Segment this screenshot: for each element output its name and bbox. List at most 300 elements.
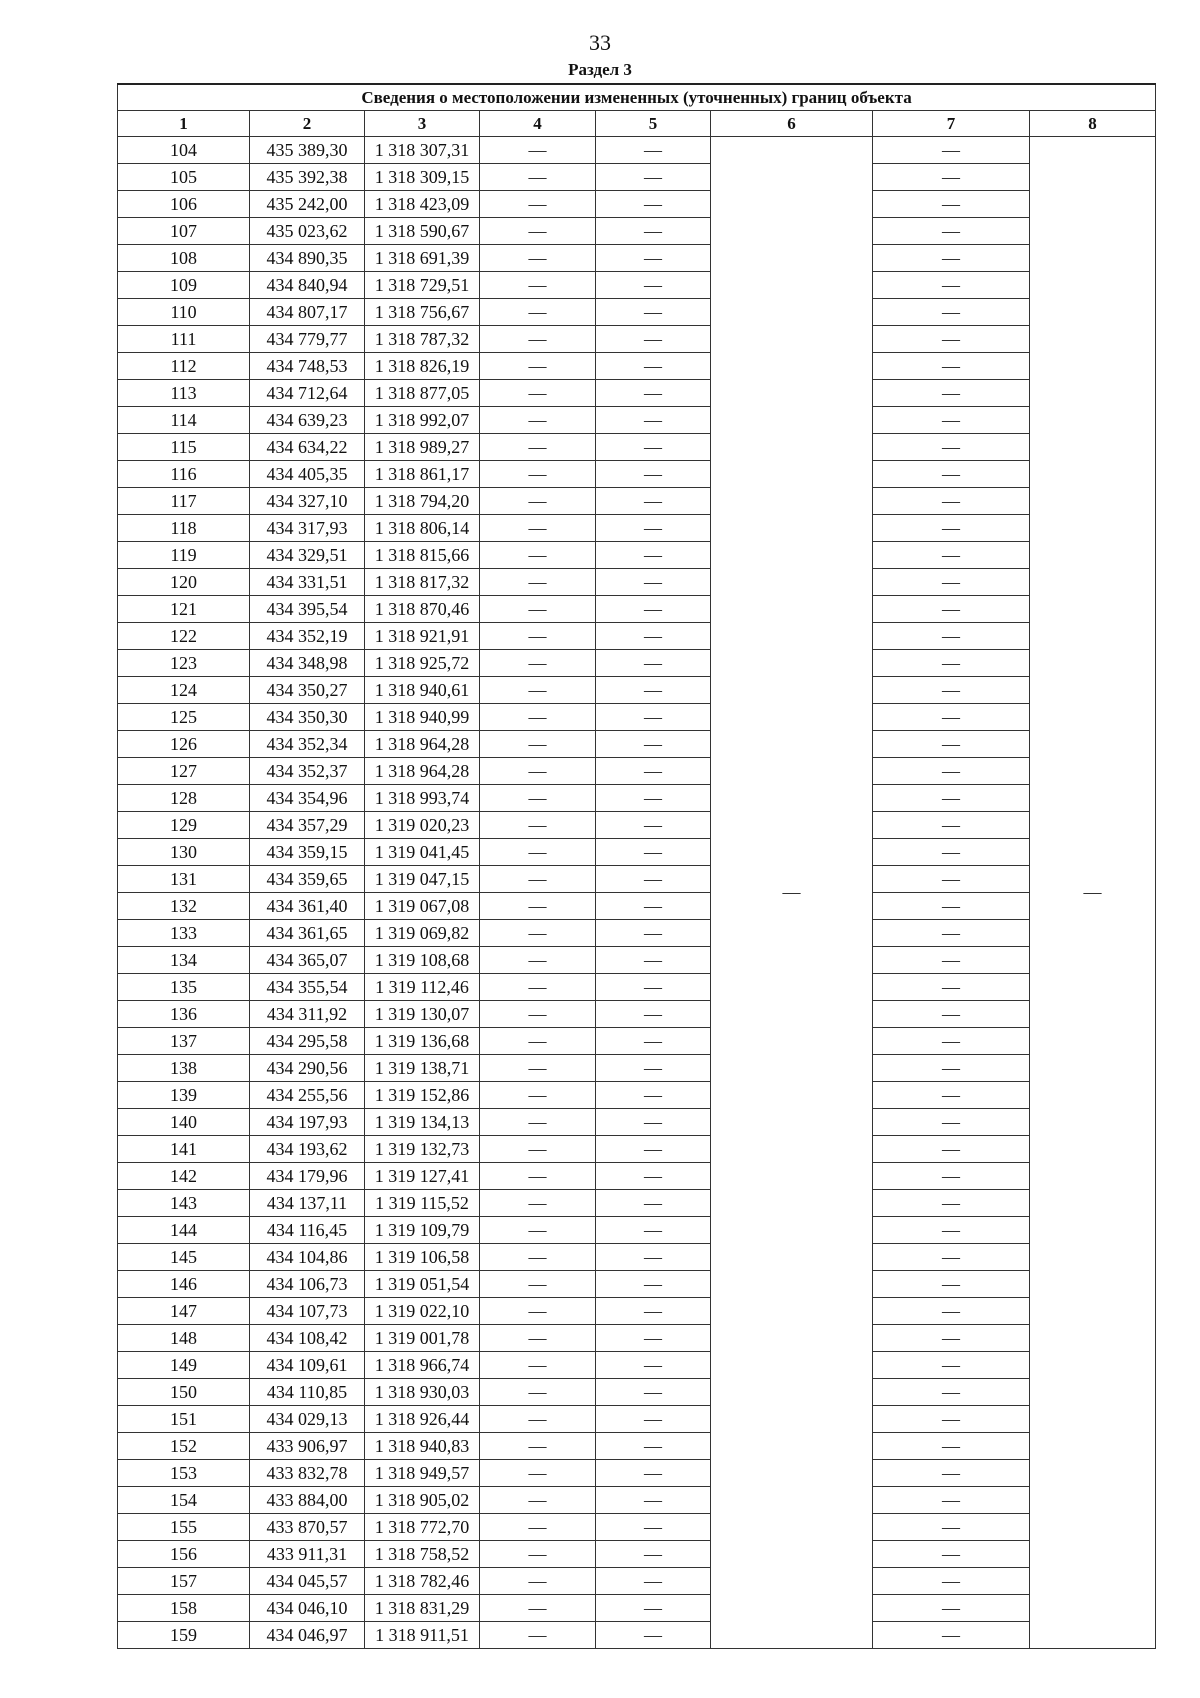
dash-cell: — <box>596 1217 711 1244</box>
dash-cell: — <box>480 1487 596 1514</box>
table-row <box>118 677 1156 704</box>
y-coordinate-cell: 1 319 136,68 <box>365 1028 480 1055</box>
point-number-cell: 134 <box>118 947 250 974</box>
column-number: 8 <box>1030 111 1156 137</box>
y-coordinate-cell: 1 318 309,15 <box>365 164 480 191</box>
point-number-cell: 114 <box>118 407 250 434</box>
dash-cell: — <box>873 1028 1030 1055</box>
dash-cell: — <box>873 920 1030 947</box>
dash-cell: — <box>873 434 1030 461</box>
table-row <box>118 164 1156 191</box>
dash-cell: — <box>873 137 1030 164</box>
y-coordinate-cell: 1 318 989,27 <box>365 434 480 461</box>
dash-cell: — <box>596 623 711 650</box>
dash-cell: — <box>596 1298 711 1325</box>
point-number-cell: 122 <box>118 623 250 650</box>
table-row <box>118 893 1156 920</box>
table-row <box>118 1541 1156 1568</box>
point-number-cell: 133 <box>118 920 250 947</box>
dash-cell: — <box>873 1379 1030 1406</box>
dash-cell: — <box>873 461 1030 488</box>
merged-column-6-cell: — <box>711 137 873 1649</box>
dash-cell: — <box>480 1055 596 1082</box>
dash-cell: — <box>596 1136 711 1163</box>
dash-cell: — <box>596 299 711 326</box>
x-coordinate-cell: 434 179,96 <box>250 1163 365 1190</box>
point-number-cell: 151 <box>118 1406 250 1433</box>
point-number-cell: 143 <box>118 1190 250 1217</box>
dash-cell: — <box>873 326 1030 353</box>
y-coordinate-cell: 1 318 787,32 <box>365 326 480 353</box>
dash-cell: — <box>480 758 596 785</box>
x-coordinate-cell: 434 107,73 <box>250 1298 365 1325</box>
dash-cell: — <box>873 1406 1030 1433</box>
y-coordinate-cell: 1 319 106,58 <box>365 1244 480 1271</box>
dash-cell: — <box>873 866 1030 893</box>
y-coordinate-cell: 1 318 806,14 <box>365 515 480 542</box>
table-row <box>118 596 1156 623</box>
dash-cell: — <box>873 407 1030 434</box>
dash-cell: — <box>596 596 711 623</box>
dash-cell: — <box>873 164 1030 191</box>
dash-cell: — <box>480 1082 596 1109</box>
x-coordinate-cell: 434 352,19 <box>250 623 365 650</box>
y-coordinate-cell: 1 319 115,52 <box>365 1190 480 1217</box>
dash-cell: — <box>480 245 596 272</box>
x-coordinate-cell: 434 329,51 <box>250 542 365 569</box>
dash-cell: — <box>596 866 711 893</box>
dash-cell: — <box>596 407 711 434</box>
dash-cell: — <box>480 596 596 623</box>
x-coordinate-cell: 433 884,00 <box>250 1487 365 1514</box>
table-row <box>118 1514 1156 1541</box>
table-row <box>118 785 1156 812</box>
x-coordinate-cell: 434 779,77 <box>250 326 365 353</box>
dash-cell: — <box>596 272 711 299</box>
table-row <box>118 1082 1156 1109</box>
x-coordinate-cell: 434 639,23 <box>250 407 365 434</box>
dash-cell: — <box>480 353 596 380</box>
y-coordinate-cell: 1 318 905,02 <box>365 1487 480 1514</box>
x-coordinate-cell: 434 104,86 <box>250 1244 365 1271</box>
y-coordinate-cell: 1 319 041,45 <box>365 839 480 866</box>
dash-cell: — <box>873 704 1030 731</box>
dash-cell: — <box>596 245 711 272</box>
table-row <box>118 1244 1156 1271</box>
point-number-cell: 159 <box>118 1622 250 1649</box>
table-row <box>118 461 1156 488</box>
x-coordinate-cell: 434 634,22 <box>250 434 365 461</box>
table-row <box>118 758 1156 785</box>
y-coordinate-cell: 1 318 966,74 <box>365 1352 480 1379</box>
x-coordinate-cell: 434 357,29 <box>250 812 365 839</box>
dash-cell: — <box>596 785 711 812</box>
dash-cell: — <box>480 1217 596 1244</box>
dash-cell: — <box>873 1082 1030 1109</box>
y-coordinate-cell: 1 318 949,57 <box>365 1460 480 1487</box>
dash-cell: — <box>480 893 596 920</box>
dash-cell: — <box>873 1001 1030 1028</box>
x-coordinate-cell: 434 197,93 <box>250 1109 365 1136</box>
point-number-cell: 137 <box>118 1028 250 1055</box>
section-title: Раздел 3 <box>568 60 632 79</box>
table-row <box>118 812 1156 839</box>
y-coordinate-cell: 1 318 831,29 <box>365 1595 480 1622</box>
dash-cell: — <box>873 1487 1030 1514</box>
dash-cell: — <box>596 137 711 164</box>
dash-cell: — <box>873 1514 1030 1541</box>
point-number-cell: 131 <box>118 866 250 893</box>
point-number-cell: 124 <box>118 677 250 704</box>
dash-cell: — <box>480 1406 596 1433</box>
x-coordinate-cell: 434 352,37 <box>250 758 365 785</box>
dash-cell: — <box>596 1028 711 1055</box>
x-coordinate-cell: 434 331,51 <box>250 569 365 596</box>
x-coordinate-cell: 434 359,65 <box>250 866 365 893</box>
dash-cell: — <box>480 461 596 488</box>
table-row <box>118 191 1156 218</box>
dash-cell: — <box>596 488 711 515</box>
x-coordinate-cell: 434 350,27 <box>250 677 365 704</box>
table-caption: Сведения о местоположении измененных (уточненных) границ объекта <box>118 84 1156 111</box>
point-number-cell: 153 <box>118 1460 250 1487</box>
y-coordinate-cell: 1 319 127,41 <box>365 1163 480 1190</box>
y-coordinate-cell: 1 318 307,31 <box>365 137 480 164</box>
y-coordinate-cell: 1 319 069,82 <box>365 920 480 947</box>
point-number-cell: 141 <box>118 1136 250 1163</box>
dash-cell: — <box>873 785 1030 812</box>
dash-cell: — <box>480 866 596 893</box>
y-coordinate-cell: 1 319 134,13 <box>365 1109 480 1136</box>
dash-cell: — <box>873 1271 1030 1298</box>
point-number-cell: 155 <box>118 1514 250 1541</box>
y-coordinate-cell: 1 319 047,15 <box>365 866 480 893</box>
dash-cell: — <box>873 191 1030 218</box>
point-number-cell: 105 <box>118 164 250 191</box>
y-coordinate-cell: 1 318 925,72 <box>365 650 480 677</box>
y-coordinate-cell: 1 318 861,17 <box>365 461 480 488</box>
point-number-cell: 150 <box>118 1379 250 1406</box>
dash-cell: — <box>873 623 1030 650</box>
x-coordinate-cell: 433 870,57 <box>250 1514 365 1541</box>
dash-cell: — <box>873 1541 1030 1568</box>
y-coordinate-cell: 1 318 817,32 <box>365 569 480 596</box>
table-row <box>118 623 1156 650</box>
table-row <box>118 380 1156 407</box>
dash-cell: — <box>596 758 711 785</box>
dash-cell: — <box>596 1487 711 1514</box>
point-number-cell: 127 <box>118 758 250 785</box>
x-coordinate-cell: 435 389,30 <box>250 137 365 164</box>
y-coordinate-cell: 1 318 815,66 <box>365 542 480 569</box>
dash-cell: — <box>480 947 596 974</box>
dash-cell: — <box>873 245 1030 272</box>
table-row <box>118 218 1156 245</box>
point-number-cell: 130 <box>118 839 250 866</box>
x-coordinate-cell: 434 193,62 <box>250 1136 365 1163</box>
table-row <box>118 1190 1156 1217</box>
x-coordinate-cell: 434 354,96 <box>250 785 365 812</box>
dash-cell: — <box>480 1622 596 1649</box>
point-number-cell: 156 <box>118 1541 250 1568</box>
dash-cell: — <box>596 1406 711 1433</box>
table-row <box>118 515 1156 542</box>
point-number-cell: 140 <box>118 1109 250 1136</box>
dash-cell: — <box>480 974 596 1001</box>
x-coordinate-cell: 434 295,58 <box>250 1028 365 1055</box>
dash-cell: — <box>873 1460 1030 1487</box>
dash-cell: — <box>480 1028 596 1055</box>
table-row <box>118 326 1156 353</box>
y-coordinate-cell: 1 319 152,86 <box>365 1082 480 1109</box>
dash-cell: — <box>480 569 596 596</box>
x-coordinate-cell: 434 712,64 <box>250 380 365 407</box>
dash-cell: — <box>480 1136 596 1163</box>
dash-cell: — <box>596 1595 711 1622</box>
dash-cell: — <box>873 353 1030 380</box>
dash-cell: — <box>596 1082 711 1109</box>
point-number-cell: 107 <box>118 218 250 245</box>
dash-cell: — <box>480 1244 596 1271</box>
y-coordinate-cell: 1 318 911,51 <box>365 1622 480 1649</box>
point-number-cell: 121 <box>118 596 250 623</box>
x-coordinate-cell: 434 116,45 <box>250 1217 365 1244</box>
table-row <box>118 1379 1156 1406</box>
dash-cell: — <box>596 542 711 569</box>
table-row <box>118 947 1156 974</box>
table-row <box>118 407 1156 434</box>
table-row <box>118 866 1156 893</box>
dash-cell: — <box>480 164 596 191</box>
point-number-cell: 132 <box>118 893 250 920</box>
point-number-cell: 128 <box>118 785 250 812</box>
dash-cell: — <box>596 974 711 1001</box>
point-number-cell: 149 <box>118 1352 250 1379</box>
table-row <box>118 1136 1156 1163</box>
dash-cell: — <box>480 839 596 866</box>
x-coordinate-cell: 434 350,30 <box>250 704 365 731</box>
y-coordinate-cell: 1 319 051,54 <box>365 1271 480 1298</box>
point-number-cell: 118 <box>118 515 250 542</box>
y-coordinate-cell: 1 319 132,73 <box>365 1136 480 1163</box>
dash-cell: — <box>480 1433 596 1460</box>
dash-cell: — <box>873 650 1030 677</box>
point-number-cell: 147 <box>118 1298 250 1325</box>
dash-cell: — <box>596 434 711 461</box>
dash-cell: — <box>873 218 1030 245</box>
point-number-cell: 138 <box>118 1055 250 1082</box>
dash-cell: — <box>596 191 711 218</box>
point-number-cell: 104 <box>118 137 250 164</box>
dash-cell: — <box>596 1190 711 1217</box>
table-row <box>118 920 1156 947</box>
dash-cell: — <box>596 1622 711 1649</box>
table-row <box>118 488 1156 515</box>
table-row <box>118 1433 1156 1460</box>
dash-cell: — <box>873 1325 1030 1352</box>
table-row <box>118 1271 1156 1298</box>
table-row <box>118 1217 1156 1244</box>
dash-cell: — <box>480 1595 596 1622</box>
dash-cell: — <box>873 569 1030 596</box>
dash-cell: — <box>596 1325 711 1352</box>
x-coordinate-cell: 434 361,65 <box>250 920 365 947</box>
table-row <box>118 1163 1156 1190</box>
dash-cell: — <box>480 488 596 515</box>
table-row <box>118 1298 1156 1325</box>
dash-cell: — <box>596 650 711 677</box>
x-coordinate-cell: 434 352,34 <box>250 731 365 758</box>
x-coordinate-cell: 434 108,42 <box>250 1325 365 1352</box>
y-coordinate-cell: 1 318 729,51 <box>365 272 480 299</box>
dash-cell: — <box>873 1055 1030 1082</box>
table-row <box>118 650 1156 677</box>
dash-cell: — <box>480 1568 596 1595</box>
y-coordinate-cell: 1 318 940,99 <box>365 704 480 731</box>
y-coordinate-cell: 1 318 423,09 <box>365 191 480 218</box>
dash-cell: — <box>873 380 1030 407</box>
dash-cell: — <box>480 1514 596 1541</box>
point-number-cell: 148 <box>118 1325 250 1352</box>
x-coordinate-cell: 434 748,53 <box>250 353 365 380</box>
column-number: 5 <box>596 111 711 137</box>
x-coordinate-cell: 434 106,73 <box>250 1271 365 1298</box>
dash-cell: — <box>873 1136 1030 1163</box>
y-coordinate-cell: 1 319 130,07 <box>365 1001 480 1028</box>
x-coordinate-cell: 434 317,93 <box>250 515 365 542</box>
y-coordinate-cell: 1 318 993,74 <box>365 785 480 812</box>
y-coordinate-cell: 1 318 826,19 <box>365 353 480 380</box>
dash-cell: — <box>873 812 1030 839</box>
y-coordinate-cell: 1 319 109,79 <box>365 1217 480 1244</box>
point-number-cell: 108 <box>118 245 250 272</box>
dash-cell: — <box>480 785 596 812</box>
dash-cell: — <box>873 677 1030 704</box>
table-row <box>118 1622 1156 1649</box>
table-row <box>118 1325 1156 1352</box>
dash-cell: — <box>873 839 1030 866</box>
y-coordinate-cell: 1 318 691,39 <box>365 245 480 272</box>
x-coordinate-cell: 434 045,57 <box>250 1568 365 1595</box>
dash-cell: — <box>596 731 711 758</box>
point-number-cell: 123 <box>118 650 250 677</box>
point-number-cell: 152 <box>118 1433 250 1460</box>
dash-cell: — <box>596 569 711 596</box>
table-row <box>118 1595 1156 1622</box>
column-number: 6 <box>711 111 873 137</box>
x-coordinate-cell: 434 355,54 <box>250 974 365 1001</box>
dash-cell: — <box>480 542 596 569</box>
point-number-cell: 142 <box>118 1163 250 1190</box>
table-row <box>118 839 1156 866</box>
dash-cell: — <box>873 542 1030 569</box>
point-number-cell: 116 <box>118 461 250 488</box>
dash-cell: — <box>480 434 596 461</box>
dash-cell: — <box>480 1109 596 1136</box>
dash-cell: — <box>873 1190 1030 1217</box>
x-coordinate-cell: 434 890,35 <box>250 245 365 272</box>
point-number-cell: 158 <box>118 1595 250 1622</box>
dash-cell: — <box>480 812 596 839</box>
dash-cell: — <box>480 1001 596 1028</box>
x-coordinate-cell: 434 348,98 <box>250 650 365 677</box>
y-coordinate-cell: 1 318 992,07 <box>365 407 480 434</box>
x-coordinate-cell: 434 029,13 <box>250 1406 365 1433</box>
y-coordinate-cell: 1 318 870,46 <box>365 596 480 623</box>
y-coordinate-cell: 1 318 940,83 <box>365 1433 480 1460</box>
table-row <box>118 1352 1156 1379</box>
dash-cell: — <box>873 596 1030 623</box>
dash-cell: — <box>873 731 1030 758</box>
y-coordinate-cell: 1 319 022,10 <box>365 1298 480 1325</box>
dash-cell: — <box>873 893 1030 920</box>
point-number-cell: 157 <box>118 1568 250 1595</box>
table-body <box>118 137 1156 1649</box>
page-number: 33 <box>589 30 611 55</box>
table-row <box>118 1487 1156 1514</box>
dash-cell: — <box>480 704 596 731</box>
dash-cell: — <box>596 947 711 974</box>
dash-cell: — <box>480 407 596 434</box>
dash-cell: — <box>480 515 596 542</box>
table-row <box>118 542 1156 569</box>
x-coordinate-cell: 434 110,85 <box>250 1379 365 1406</box>
y-coordinate-cell: 1 319 067,08 <box>365 893 480 920</box>
dash-cell: — <box>596 1460 711 1487</box>
dash-cell: — <box>596 920 711 947</box>
table-row <box>118 569 1156 596</box>
dash-cell: — <box>596 218 711 245</box>
x-coordinate-cell: 433 911,31 <box>250 1541 365 1568</box>
point-number-cell: 119 <box>118 542 250 569</box>
y-coordinate-cell: 1 318 940,61 <box>365 677 480 704</box>
point-number-cell: 144 <box>118 1217 250 1244</box>
x-coordinate-cell: 434 365,07 <box>250 947 365 974</box>
dash-cell: — <box>596 839 711 866</box>
x-coordinate-cell: 434 137,11 <box>250 1190 365 1217</box>
x-coordinate-cell: 434 361,40 <box>250 893 365 920</box>
dash-cell: — <box>480 137 596 164</box>
y-coordinate-cell: 1 318 590,67 <box>365 218 480 245</box>
point-number-cell: 111 <box>118 326 250 353</box>
x-coordinate-cell: 435 023,62 <box>250 218 365 245</box>
x-coordinate-cell: 434 046,10 <box>250 1595 365 1622</box>
dash-cell: — <box>480 623 596 650</box>
y-coordinate-cell: 1 318 964,28 <box>365 758 480 785</box>
dash-cell: — <box>596 353 711 380</box>
column-number: 2 <box>250 111 365 137</box>
dash-cell: — <box>480 731 596 758</box>
point-number-cell: 120 <box>118 569 250 596</box>
y-coordinate-cell: 1 318 926,44 <box>365 1406 480 1433</box>
x-coordinate-cell: 434 807,17 <box>250 299 365 326</box>
dash-cell: — <box>596 812 711 839</box>
table-row <box>118 1028 1156 1055</box>
x-coordinate-cell: 434 327,10 <box>250 488 365 515</box>
table-row <box>118 1109 1156 1136</box>
dash-cell: — <box>596 1244 711 1271</box>
point-number-cell: 129 <box>118 812 250 839</box>
dash-cell: — <box>480 380 596 407</box>
y-coordinate-cell: 1 319 112,46 <box>365 974 480 1001</box>
table-row <box>118 1460 1156 1487</box>
column-number: 4 <box>480 111 596 137</box>
y-coordinate-cell: 1 318 758,52 <box>365 1541 480 1568</box>
table-row <box>118 353 1156 380</box>
y-coordinate-cell: 1 318 921,91 <box>365 623 480 650</box>
table-row <box>118 731 1156 758</box>
table-row <box>118 1568 1156 1595</box>
